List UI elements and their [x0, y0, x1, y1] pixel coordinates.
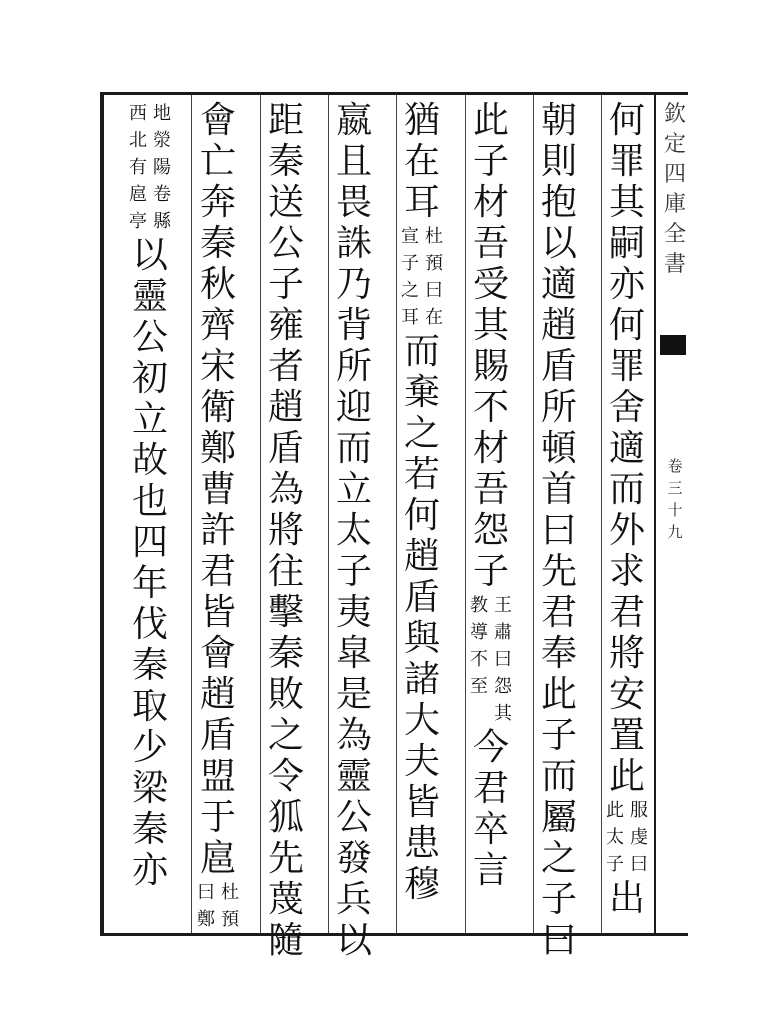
- annotation-char: 至: [470, 676, 488, 697]
- main-text-char: 穆: [403, 864, 440, 905]
- annotation-char: 宣: [401, 226, 419, 247]
- main-text-char: 為: [267, 469, 304, 510]
- main-text-char: 在: [403, 141, 440, 182]
- main-text-char: 秋: [199, 264, 236, 305]
- main-text-char: 以: [540, 223, 577, 264]
- main-text-char: 材: [472, 182, 509, 223]
- annotation-char: 曰: [425, 280, 443, 301]
- main-text-char: 耳: [403, 182, 440, 223]
- main-text-char: 吾: [472, 223, 509, 264]
- main-text-char: 背: [335, 305, 372, 346]
- main-text-char: 大: [403, 700, 440, 741]
- margin-volume-char: 十: [667, 501, 683, 519]
- main-text-char: 屬: [540, 797, 577, 838]
- main-text-char: 出: [608, 878, 645, 919]
- column-rule: [191, 95, 192, 933]
- main-text-char: 立: [335, 469, 372, 510]
- main-text-char: 之: [403, 413, 440, 454]
- column-rule: [328, 95, 329, 933]
- main-text-char: 秦: [131, 645, 168, 686]
- main-text-char: 會: [199, 100, 236, 141]
- main-text-char: 其: [472, 305, 509, 346]
- main-text-char: 于: [199, 797, 236, 838]
- annotation-char: 曰: [197, 882, 215, 903]
- annotation-char: 其: [494, 703, 512, 724]
- main-text-char: 公: [335, 797, 372, 838]
- margin-volume-char: 卷: [667, 457, 683, 475]
- main-text-char: 子: [335, 551, 372, 592]
- annotation-right-line: [628, 797, 650, 878]
- text-column: [467, 100, 515, 930]
- annotation-note: [126, 100, 174, 235]
- main-text-char: 擊: [267, 592, 304, 633]
- annotation-note: [194, 879, 242, 933]
- main-text-char: 伐: [131, 604, 168, 645]
- main-text-char: 罪: [608, 346, 645, 387]
- annotation-char: 亭: [129, 211, 147, 232]
- main-text-char: 與: [403, 618, 440, 659]
- main-text-char: 罪: [608, 141, 645, 182]
- annotation-char: 此: [606, 800, 624, 821]
- main-text-char: 所: [335, 346, 372, 387]
- text-column: [330, 100, 378, 961]
- main-text-char: 怨: [472, 510, 509, 551]
- main-text-char: 初: [131, 358, 168, 399]
- annotation-char: 耳: [401, 307, 419, 328]
- main-text-char: 狐: [267, 797, 304, 838]
- main-text-char: 為: [335, 715, 372, 756]
- main-text-char: 誅: [335, 223, 372, 264]
- annotation-right-line: [151, 100, 173, 235]
- main-text-char: 何: [403, 495, 440, 536]
- margin-volume-label: [664, 455, 686, 543]
- main-text-char: 亦: [131, 850, 168, 891]
- main-text-char: 奔: [199, 182, 236, 223]
- main-text-char: 送: [267, 182, 304, 223]
- column-rule: [260, 95, 261, 933]
- main-text-char: 蔑: [267, 879, 304, 920]
- main-text-char: 不: [472, 387, 509, 428]
- main-text-char: 舍: [608, 387, 645, 428]
- column-rule: [465, 95, 466, 933]
- main-text-char: 且: [335, 141, 372, 182]
- main-text-char: 先: [540, 551, 577, 592]
- main-text-char: 也: [131, 481, 168, 522]
- annotation-right-line: [219, 879, 241, 933]
- margin-volume-char: 三: [667, 479, 683, 497]
- main-text-char: 取: [131, 686, 168, 727]
- text-column: [603, 100, 651, 930]
- main-text-char: 盾: [267, 428, 304, 469]
- main-text-char: 子: [472, 141, 509, 182]
- main-text-char: 適: [540, 264, 577, 305]
- main-text-char: 諸: [403, 659, 440, 700]
- main-text-char: 曹: [199, 469, 236, 510]
- text-column: [194, 100, 242, 930]
- annotation-left-line: [127, 100, 149, 235]
- annotation-char: 虔: [630, 827, 648, 848]
- margin-fish-tail: [660, 335, 686, 355]
- main-text-char: 子: [267, 264, 304, 305]
- annotation-char: 扈: [129, 184, 147, 205]
- main-text-char: 立: [131, 399, 168, 440]
- main-text-char: 亦: [608, 264, 645, 305]
- annotation-char: 子: [401, 253, 419, 274]
- main-text-char: 若: [403, 454, 440, 495]
- main-text-char: 之: [267, 715, 304, 756]
- margin-title-char: 書: [663, 252, 686, 277]
- text-column: [398, 100, 446, 930]
- main-text-char: 子: [472, 551, 509, 592]
- margin-title-char: 庫: [663, 192, 686, 217]
- main-text-char: 材: [472, 428, 509, 469]
- main-text-char: 夷: [335, 592, 372, 633]
- margin-book-title: [662, 100, 688, 280]
- main-text-char: 而: [540, 756, 577, 797]
- main-text-char: 兵: [335, 879, 372, 920]
- main-text-char: 嗣: [608, 223, 645, 264]
- main-text-char: 賜: [472, 346, 509, 387]
- main-text-char: 將: [608, 633, 645, 674]
- main-text-char: 患: [403, 823, 440, 864]
- annotation-char: 服: [630, 800, 648, 821]
- main-text-char: 宋: [199, 346, 236, 387]
- main-text-char: 秦: [131, 809, 168, 850]
- main-text-char: 故: [131, 440, 168, 481]
- main-text-char: 以: [131, 235, 168, 276]
- main-text-char: 衛: [199, 387, 236, 428]
- annotation-char: 西: [129, 103, 147, 124]
- annotation-left-line: [195, 879, 217, 933]
- main-text-char: 置: [608, 715, 645, 756]
- main-text-char: 曰: [540, 920, 577, 961]
- main-text-char: 扈: [199, 838, 236, 879]
- main-text-char: 者: [267, 346, 304, 387]
- main-text-char: 猶: [403, 100, 440, 141]
- annotation-char: 不: [470, 649, 488, 670]
- annotation-char: 杜: [221, 882, 239, 903]
- main-text-char: 趙: [199, 674, 236, 715]
- text-column: [535, 100, 583, 961]
- main-text-char: 盾: [540, 346, 577, 387]
- annotation-char: 預: [425, 253, 443, 274]
- main-text-char: 是: [335, 674, 372, 715]
- main-text-char: 以: [335, 920, 372, 961]
- annotation-char: 子: [606, 854, 624, 875]
- main-text-char: 其: [608, 182, 645, 223]
- main-text-char: 年: [131, 563, 168, 604]
- text-column: [126, 100, 174, 930]
- main-text-char: 君: [199, 551, 236, 592]
- annotation-char: 教: [470, 595, 488, 616]
- annotation-char: 之: [401, 280, 419, 301]
- main-text-char: 趙: [403, 536, 440, 577]
- annotation-char: 曰: [630, 854, 648, 875]
- main-text-char: 趙: [540, 305, 577, 346]
- annotation-char: 地: [153, 103, 171, 124]
- main-text-char: 秦: [199, 223, 236, 264]
- main-text-char: 乃: [335, 264, 372, 305]
- main-text-char: 亡: [199, 141, 236, 182]
- main-text-char: 靈: [335, 756, 372, 797]
- main-text-char: 求: [608, 551, 645, 592]
- text-column: [262, 100, 310, 961]
- main-text-char: 太: [335, 510, 372, 551]
- frame-bottom-border: [100, 933, 688, 936]
- main-text-char: 首: [540, 469, 577, 510]
- main-text-char: 盾: [403, 577, 440, 618]
- main-text-char: 吾: [472, 469, 509, 510]
- main-text-char: 公: [267, 223, 304, 264]
- annotation-char: 在: [425, 307, 443, 328]
- main-text-char: 子: [540, 715, 577, 756]
- main-text-char: 四: [131, 522, 168, 563]
- main-text-char: 朝: [540, 100, 577, 141]
- main-text-char: 秦: [267, 141, 304, 182]
- main-text-char: 皆: [199, 592, 236, 633]
- main-text-char: 今: [472, 727, 509, 768]
- annotation-left-line: [468, 592, 490, 727]
- annotation-char: 肅: [494, 622, 512, 643]
- main-text-char: 曰: [540, 510, 577, 551]
- annotation-char: 滎: [153, 130, 171, 151]
- main-text-char: 迎: [335, 387, 372, 428]
- annotation-char: 縣: [153, 211, 171, 232]
- main-text-char: 盾: [199, 715, 236, 756]
- annotation-char: 杜: [425, 226, 443, 247]
- main-text-char: 言: [472, 850, 509, 891]
- annotation-char: 北: [129, 130, 147, 151]
- main-text-char: 之: [540, 838, 577, 879]
- main-text-char: 趙: [267, 387, 304, 428]
- annotation-char: 太: [606, 827, 624, 848]
- annotation-note: [398, 223, 446, 331]
- frame-left-border: [100, 92, 104, 936]
- main-text-char: 君: [608, 592, 645, 633]
- main-text-char: 何: [608, 305, 645, 346]
- frame-right-border: [654, 92, 656, 936]
- main-text-char: 此: [540, 674, 577, 715]
- main-text-char: 秦: [267, 633, 304, 674]
- main-text-char: 此: [472, 100, 509, 141]
- column-rule: [601, 95, 602, 933]
- column-rule: [533, 95, 534, 933]
- main-text-char: 子: [540, 879, 577, 920]
- annotation-right-line: [492, 592, 514, 727]
- main-text-char: 距: [267, 100, 304, 141]
- main-text-char: 適: [608, 428, 645, 469]
- main-text-char: 而: [608, 469, 645, 510]
- annotation-char: 怨: [494, 676, 512, 697]
- main-text-char: 往: [267, 551, 304, 592]
- main-text-char: 則: [540, 141, 577, 182]
- annotation-note: [467, 592, 515, 727]
- column-rule: [396, 95, 397, 933]
- main-text-char: 所: [540, 387, 577, 428]
- main-text-char: 安: [608, 674, 645, 715]
- annotation-char: 陽: [153, 157, 171, 178]
- main-text-char: 此: [608, 756, 645, 797]
- annotation-char: 有: [129, 157, 147, 178]
- main-text-char: 少: [131, 727, 168, 768]
- main-text-char: 鄭: [199, 428, 236, 469]
- main-text-char: 何: [608, 100, 645, 141]
- annotation-char: 導: [470, 622, 488, 643]
- main-text-char: 靈: [131, 276, 168, 317]
- main-text-char: 敗: [267, 674, 304, 715]
- main-text-char: 奉: [540, 633, 577, 674]
- main-text-char: 而: [403, 331, 440, 372]
- main-text-char: 皐: [335, 633, 372, 674]
- main-text-char: 外: [608, 510, 645, 551]
- margin-title-char: 四: [663, 162, 686, 187]
- main-text-char: 會: [199, 633, 236, 674]
- main-text-char: 將: [267, 510, 304, 551]
- main-text-char: 卒: [472, 809, 509, 850]
- annotation-char: 卷: [153, 184, 171, 205]
- main-text-char: 隨: [267, 920, 304, 961]
- main-text-char: 頓: [540, 428, 577, 469]
- main-text-char: 齊: [199, 305, 236, 346]
- margin-volume-char: 九: [667, 523, 683, 541]
- main-text-char: 梁: [131, 768, 168, 809]
- main-text-char: 抱: [540, 182, 577, 223]
- main-text-char: 盟: [199, 756, 236, 797]
- annotation-right-line: [423, 223, 445, 331]
- annotation-char: 預: [221, 909, 239, 930]
- main-text-char: 君: [540, 592, 577, 633]
- main-text-char: 棄: [403, 372, 440, 413]
- main-text-char: 受: [472, 264, 509, 305]
- annotation-left-line: [604, 797, 626, 878]
- frame-top-border: [100, 92, 688, 95]
- main-text-char: 而: [335, 428, 372, 469]
- annotation-left-line: [399, 223, 421, 331]
- annotation-char: 鄭: [197, 909, 215, 930]
- margin-title-char: 欽: [663, 102, 686, 127]
- main-text-char: 皆: [403, 782, 440, 823]
- main-text-char: 雍: [267, 305, 304, 346]
- main-text-char: 許: [199, 510, 236, 551]
- main-text-char: 畏: [335, 182, 372, 223]
- main-text-char: 先: [267, 838, 304, 879]
- margin-title-char: 全: [663, 222, 686, 247]
- main-text-char: 夫: [403, 741, 440, 782]
- annotation-note: [603, 797, 651, 878]
- annotation-char: 王: [494, 595, 512, 616]
- main-text-char: 嬴: [335, 100, 372, 141]
- main-text-char: 君: [472, 768, 509, 809]
- annotation-char: 曰: [494, 649, 512, 670]
- margin-title-char: 定: [663, 132, 686, 157]
- main-text-char: 令: [267, 756, 304, 797]
- main-text-char: 發: [335, 838, 372, 879]
- main-text-char: 公: [131, 317, 168, 358]
